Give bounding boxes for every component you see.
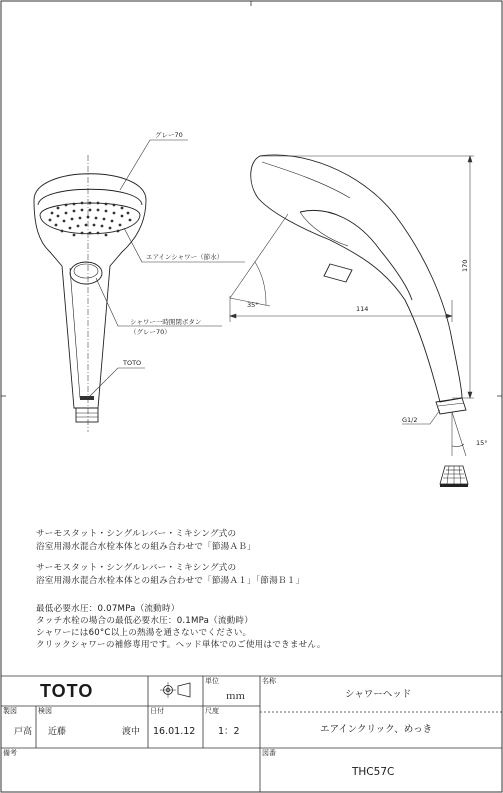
nozzle-dots bbox=[49, 202, 132, 237]
unit-value: ｍｍ bbox=[226, 691, 246, 702]
date-value: 16.01.12 bbox=[153, 726, 196, 737]
note-line: クリックシャワーの補修専用です。ヘッド単体でのご使用はできません。 bbox=[36, 640, 326, 650]
dimension-width-114: 114 bbox=[356, 305, 369, 313]
callout-pause-button: シャワー一時開閉ボタン bbox=[130, 318, 202, 326]
note-line: 浴室用湯水混合水栓本体との組み合わせで「節湯Ａ１」「節湯Ｂ１」 bbox=[36, 576, 305, 586]
side-dimensions bbox=[230, 156, 474, 456]
brand-logo: TOTO bbox=[40, 681, 94, 701]
remarks-label: 備考 bbox=[3, 749, 17, 757]
drawing-no-value: THC57C bbox=[352, 766, 395, 778]
callout-body-color: グレー70 bbox=[155, 131, 183, 139]
strainer-icon bbox=[440, 466, 468, 487]
scale-value: 1：2 bbox=[218, 726, 240, 737]
approver-name: 渡中 bbox=[122, 727, 141, 737]
drawing-no-label: 図番 bbox=[262, 749, 276, 757]
callout-thread: G1/2 bbox=[402, 416, 418, 424]
callout-logo-mark: TOTO bbox=[123, 359, 142, 367]
drafted-label: 製図 bbox=[3, 707, 17, 715]
checked-label: 検図 bbox=[38, 707, 52, 715]
dimension-angle-35: 35° bbox=[247, 301, 259, 309]
drafter-name: 戸高 bbox=[14, 727, 33, 737]
front-view bbox=[34, 155, 146, 432]
projection-symbol-icon bbox=[160, 682, 190, 698]
sub-name-value: エアインクリック、めっき bbox=[320, 724, 433, 735]
date-label: 日付 bbox=[150, 707, 164, 715]
note-line: タッチ水栓の場合の最低必要水圧：0.1MPa（流動時） bbox=[36, 616, 254, 626]
callout-pause-button-color: （グレー70） bbox=[130, 328, 171, 336]
handle-logo-mark bbox=[80, 396, 94, 400]
callout-air-in-shower: エアインシャワー（節水） bbox=[146, 253, 224, 261]
note-line: サーモスタット・シングルレバー・ミキシング式の bbox=[36, 563, 237, 573]
name-value: シャワーヘッド bbox=[345, 689, 412, 700]
unit-label: 単位 bbox=[205, 677, 219, 685]
sheet-border bbox=[1, 1, 502, 792]
note-line: サーモスタット・シングルレバー・ミキシング式の bbox=[36, 529, 237, 539]
dimension-height-170: 170 bbox=[461, 259, 469, 272]
name-label: 名称 bbox=[262, 677, 276, 685]
checker-name: 近藤 bbox=[48, 727, 67, 737]
side-view bbox=[251, 155, 466, 414]
front-leaders bbox=[88, 140, 245, 398]
dimension-angle-15: 15° bbox=[476, 439, 488, 447]
note-line: 浴室用湯水混合水栓本体との組み合わせで「節湯ＡＢ」 bbox=[36, 542, 256, 552]
note-line: シャワーには60°C以上の熱湯を通さないでください。 bbox=[36, 628, 252, 638]
note-line: 最低必要水圧：0.07MPa（流動時） bbox=[36, 604, 180, 614]
scale-label: 尺度 bbox=[205, 707, 219, 715]
